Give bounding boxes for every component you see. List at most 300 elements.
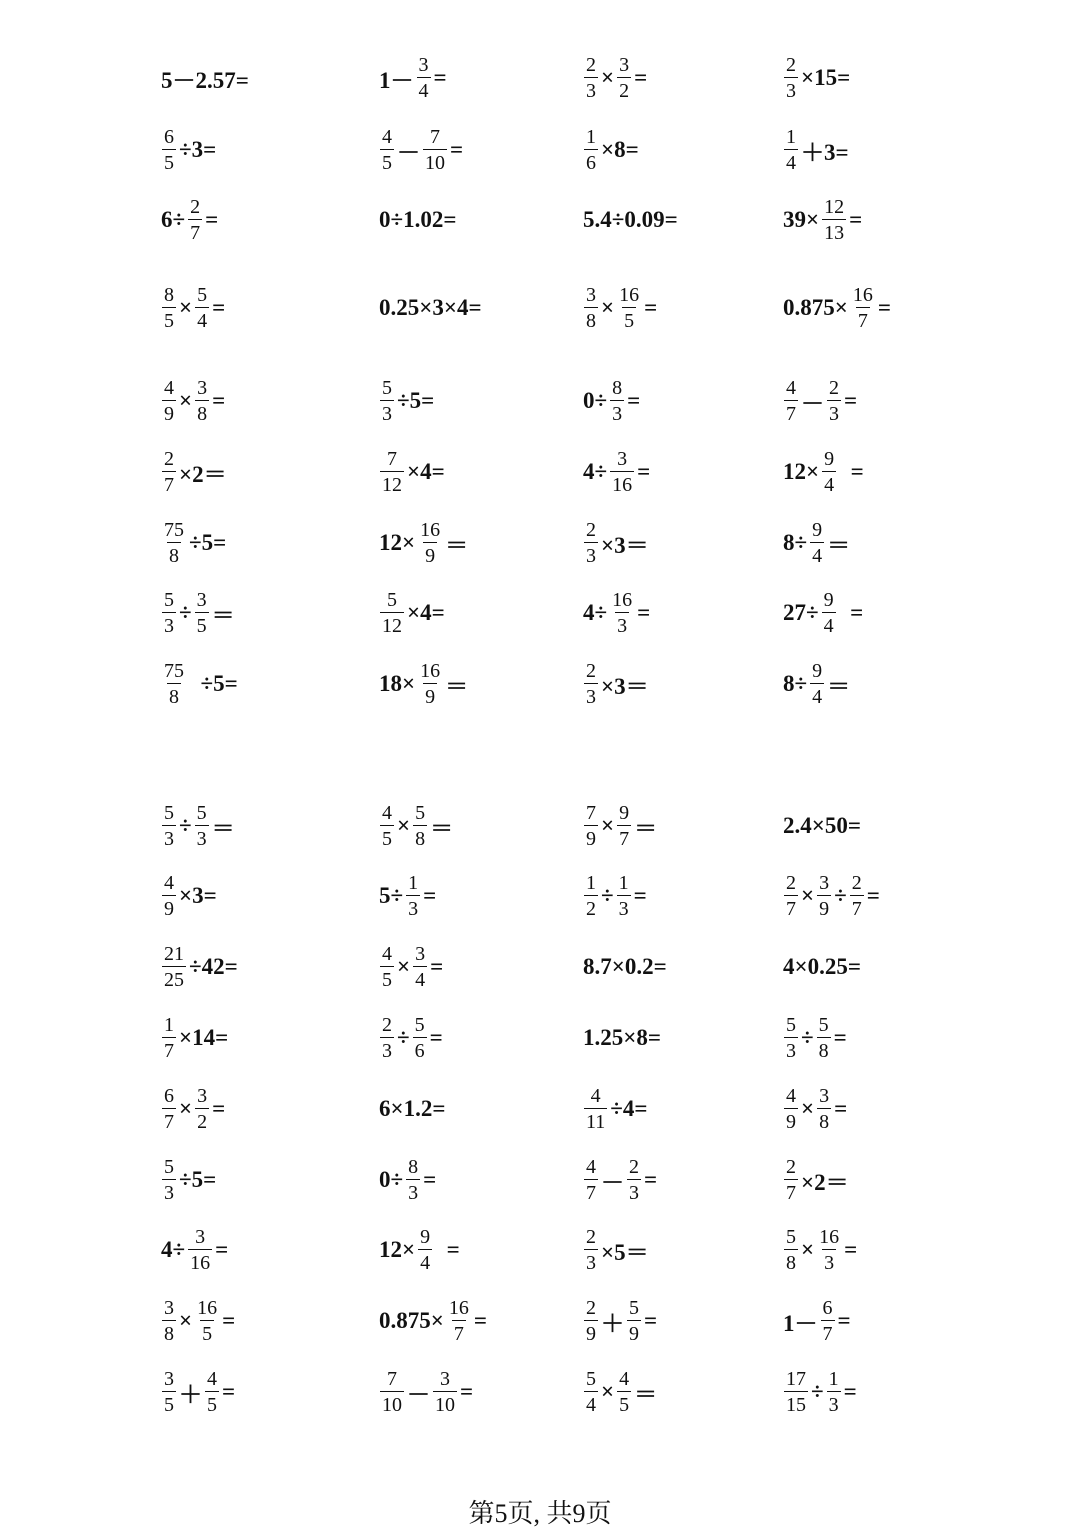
numerator: 4: [207, 1368, 217, 1390]
fraction: [784, 55, 798, 101]
numerator: 2: [786, 1156, 796, 1178]
fraction: [827, 378, 841, 424]
fraction: [822, 449, 836, 495]
problem-r15-c3: [582, 1150, 658, 1210]
fraction: [784, 1157, 798, 1203]
expression-text: 12×: [379, 1237, 416, 1262]
expression-text: ×3=: [179, 883, 217, 908]
numerator: 16: [612, 589, 633, 611]
expression-text: ×15=: [801, 65, 851, 90]
denominator: 8: [817, 1037, 831, 1061]
denominator: 7: [784, 1179, 798, 1203]
fraction: [627, 1298, 641, 1344]
numerator: 16: [448, 1297, 469, 1319]
denominator: 4: [784, 149, 798, 173]
problem-r5-c1: [160, 371, 226, 431]
denominator: 3: [617, 895, 631, 919]
problem-r4-c2: [378, 278, 483, 338]
denominator: 3: [784, 1037, 798, 1061]
expression-text: 4÷: [583, 459, 608, 484]
denominator: 3: [584, 683, 598, 707]
fraction: [423, 127, 447, 173]
expression-text: =: [627, 388, 641, 413]
numerator: 1: [786, 126, 796, 148]
numerator: 2: [829, 377, 839, 399]
fraction: [413, 1015, 427, 1061]
denominator: 13: [822, 219, 846, 243]
problem-r2-c1: [160, 120, 217, 180]
fraction: [162, 1086, 176, 1132]
fraction: [418, 520, 442, 566]
fraction: [413, 944, 427, 990]
numerator: 5: [164, 1156, 174, 1178]
denominator: 7: [784, 895, 798, 919]
fraction: [447, 1298, 471, 1344]
problem-r9-c4: [782, 654, 851, 714]
numerator: 1: [618, 872, 629, 894]
fraction: [851, 285, 875, 331]
problem-r14-c4: [782, 1079, 848, 1139]
denominator: 3: [584, 77, 598, 101]
problem-r2-c2: [378, 120, 464, 180]
numerator: 3: [418, 54, 429, 76]
fraction: [810, 661, 824, 707]
denominator: 3: [380, 1037, 394, 1061]
problem-r12-c4: [782, 937, 862, 997]
expression-text: 5－2.57=: [161, 67, 249, 93]
numerator: 17: [786, 1368, 806, 1390]
problem-r3-c2: [378, 190, 457, 250]
expression-text: －: [397, 139, 420, 165]
problem-r8-c1: [160, 583, 236, 643]
fraction: [188, 1227, 212, 1273]
problem-r15-c4: [782, 1150, 850, 1210]
fraction: [162, 590, 176, 636]
expression-text: =: [633, 883, 647, 908]
problem-r13-c2: [378, 1008, 444, 1068]
denominator: 3: [584, 542, 598, 566]
denominator: 5: [162, 1391, 176, 1415]
fraction: [406, 1157, 420, 1203]
denominator: 3: [610, 400, 624, 424]
numerator: 2: [586, 1226, 596, 1248]
fraction: [817, 1086, 831, 1132]
problem-r8-c2: [378, 583, 446, 643]
denominator: 25: [162, 966, 186, 990]
expression-text: ×: [601, 813, 615, 838]
numerator: 3: [196, 589, 207, 611]
denominator: 5: [200, 1320, 214, 1344]
problem-r4-c1: [160, 278, 226, 338]
denominator: 8: [784, 1249, 798, 1273]
expression-text: ÷5=: [397, 388, 435, 413]
problem-r16-c3: [582, 1220, 650, 1280]
fraction: [617, 1369, 631, 1415]
problem-r9-c1: [160, 654, 239, 714]
problem-r4-c4: [782, 278, 892, 338]
denominator: 3: [406, 1179, 420, 1203]
denominator: 10: [423, 149, 447, 173]
expression-text: ＋: [179, 1381, 202, 1407]
fraction: [784, 378, 798, 424]
numerator: 2: [164, 448, 174, 470]
problem-r16-c4: [782, 1220, 858, 1280]
numerator: 9: [812, 519, 823, 541]
fraction: [162, 1157, 176, 1203]
fraction: [195, 803, 209, 849]
numerator: 5: [196, 802, 207, 824]
expression-text: ×: [397, 813, 411, 838]
fraction: [418, 1227, 432, 1273]
numerator: 7: [586, 802, 596, 824]
expression-text: －: [407, 1381, 430, 1407]
denominator: 5: [380, 825, 394, 849]
expression-text: =: [634, 65, 648, 90]
expression-text: =: [222, 1379, 236, 1404]
denominator: 2: [584, 895, 598, 919]
denominator: 7: [856, 307, 870, 331]
numerator: 4: [382, 126, 392, 148]
problem-r5-c2: [378, 371, 435, 431]
expression-text: ＋3=: [801, 139, 849, 165]
page-footer: 第5页, 共9页: [468, 1499, 612, 1528]
fraction: [822, 197, 846, 243]
denominator: 8: [817, 1108, 831, 1132]
denominator: 3: [406, 895, 420, 919]
numerator: 2: [786, 872, 796, 894]
problem-r7-c3: [582, 513, 650, 573]
problem-r6-c1: [160, 442, 228, 502]
denominator: 7: [162, 1037, 176, 1061]
fraction: [205, 1369, 219, 1415]
expression-text: ÷4=: [610, 1096, 648, 1121]
numerator: 3: [415, 943, 426, 965]
expression-text: =: [473, 1308, 487, 1333]
numerator: 3: [617, 448, 628, 470]
denominator: 11: [584, 1108, 607, 1132]
problem-r1-c1: [160, 48, 250, 108]
problem-r17-c2: [378, 1291, 488, 1351]
numerator: 4: [586, 1156, 596, 1178]
expression-text: 0÷: [583, 388, 608, 413]
fraction: [822, 590, 836, 636]
expression-text: 0.875×: [379, 1308, 444, 1333]
denominator: 7: [784, 400, 798, 424]
denominator: 3: [162, 612, 176, 636]
problem-r1-c2: [378, 48, 448, 108]
denominator: 12: [380, 471, 404, 495]
denominator: 6: [584, 149, 598, 173]
numerator: 8: [164, 284, 174, 306]
denominator: 2: [617, 77, 631, 101]
denominator: 2: [195, 1108, 209, 1132]
denominator: 3: [615, 612, 629, 636]
fraction: [162, 1298, 176, 1344]
expression-text: 1－: [379, 67, 414, 93]
expression-text: ＝: [827, 532, 851, 558]
expression-text: ×: [801, 883, 815, 908]
numerator: 3: [164, 1368, 174, 1390]
denominator: 5: [195, 612, 209, 636]
expression-text: =: [430, 954, 444, 979]
expression-text: =: [844, 388, 858, 413]
expression-text: ÷5=: [179, 1167, 217, 1192]
numerator: 6: [822, 1297, 833, 1319]
expression-text: ÷5=: [189, 671, 238, 696]
numerator: 4: [590, 1085, 601, 1107]
expression-text: =: [205, 207, 219, 232]
numerator: 16: [852, 284, 873, 306]
denominator: 9: [584, 825, 598, 849]
problem-r10-c3: [582, 796, 658, 856]
denominator: 10: [433, 1391, 457, 1415]
expression-text: ×: [601, 1379, 615, 1404]
problem-r7-c1: [160, 513, 227, 573]
numerator: 9: [812, 660, 823, 682]
expression-text: 39×: [783, 207, 820, 232]
fraction: [810, 520, 824, 566]
numerator: 1: [586, 126, 596, 148]
numerator: 1: [408, 872, 419, 894]
expression-text: ＝: [211, 602, 235, 628]
numerator: 21: [164, 943, 184, 965]
denominator: 7: [584, 1179, 598, 1203]
expression-text: 0.875×: [783, 295, 848, 320]
fraction: [380, 803, 394, 849]
numerator: 3: [619, 54, 630, 76]
problem-r6-c3: [582, 442, 651, 502]
problem-r8-c4: [782, 583, 864, 643]
expression-text: =: [833, 1025, 847, 1050]
fraction: [627, 1157, 641, 1203]
problem-r10-c4: [782, 796, 862, 856]
numerator: 3: [164, 1297, 174, 1319]
denominator: 5: [380, 966, 394, 990]
expression-text: ×: [801, 1096, 815, 1121]
expression-text: ×: [601, 295, 615, 320]
numerator: 7: [387, 1368, 397, 1390]
expression-text: =: [844, 1237, 858, 1262]
numerator: 4: [164, 377, 174, 399]
numerator: 5: [629, 1297, 639, 1319]
problem-r1-c4: [782, 48, 851, 108]
problem-r14-c1: [160, 1079, 226, 1139]
numerator: 6: [164, 1085, 174, 1107]
problem-r5-c4: [782, 371, 858, 431]
numerator: 3: [819, 872, 830, 894]
denominator: 8: [195, 400, 209, 424]
fraction: [784, 1369, 808, 1415]
expression-text: 0÷: [379, 1167, 404, 1192]
fraction: [380, 944, 394, 990]
fraction: [195, 590, 209, 636]
expression-text: ÷: [179, 813, 192, 838]
expression-text: 0.25×3×4=: [379, 295, 482, 320]
denominator: 7: [617, 825, 631, 849]
numerator: 12: [824, 196, 845, 218]
numerator: 5: [197, 284, 208, 306]
expression-text: 6÷: [161, 207, 186, 232]
numerator: 16: [819, 1226, 840, 1248]
expression-text: =: [849, 207, 863, 232]
problem-r18-c2: [378, 1362, 474, 1422]
numerator: 9: [619, 802, 630, 824]
denominator: 5: [622, 307, 636, 331]
fraction: [162, 873, 176, 919]
denominator: 3: [822, 1249, 836, 1273]
problem-r11-c3: [582, 866, 648, 926]
expression-text: 27÷: [783, 600, 819, 625]
fraction: [584, 285, 598, 331]
expression-text: 2.4×50=: [783, 813, 861, 838]
fraction: [584, 873, 598, 919]
problem-r10-c2: [378, 796, 454, 856]
numerator: 3: [586, 284, 596, 306]
denominator: 7: [162, 1108, 176, 1132]
expression-text: =: [839, 459, 864, 484]
expression-text: ×: [601, 65, 615, 90]
fraction: [584, 1298, 598, 1344]
problem-r16-c1: [160, 1220, 229, 1280]
expression-text: ＝: [211, 815, 235, 841]
fraction: [162, 661, 186, 707]
numerator: 2: [382, 1014, 392, 1036]
expression-text: ×14=: [179, 1025, 229, 1050]
denominator: 5: [617, 1391, 631, 1415]
expression-text: =: [460, 1379, 474, 1404]
expression-text: =: [212, 388, 226, 413]
expression-text: ×4=: [407, 600, 445, 625]
denominator: 3: [162, 825, 176, 849]
expression-text: ＝: [430, 815, 454, 841]
fraction: [817, 1227, 841, 1273]
fraction: [380, 449, 404, 495]
fraction: [380, 590, 404, 636]
numerator: 2: [190, 196, 201, 218]
problem-r13-c1: [160, 1008, 229, 1068]
expression-text: ×2＝: [179, 461, 227, 487]
denominator: 8: [584, 307, 598, 331]
expression-text: 12×: [379, 530, 416, 555]
fraction: [584, 803, 598, 849]
denominator: 16: [188, 1249, 212, 1273]
fraction: [380, 127, 394, 173]
problem-r10-c1: [160, 796, 236, 856]
fraction: [162, 944, 186, 990]
expression-text: ÷: [811, 1379, 824, 1404]
fraction: [784, 1015, 798, 1061]
numerator: 4: [164, 872, 174, 894]
problem-r7-c2: [378, 513, 469, 573]
problem-r12-c3: [582, 937, 668, 997]
fraction: [380, 1015, 394, 1061]
denominator: 9: [162, 400, 176, 424]
problem-r17-c1: [160, 1291, 236, 1351]
expression-text: ÷: [801, 1025, 814, 1050]
expression-text: ＝: [634, 1381, 658, 1407]
denominator: 4: [418, 1249, 432, 1273]
problem-r6-c4: [782, 442, 865, 502]
expression-text: =: [637, 459, 651, 484]
expression-text: 5.4÷0.09=: [583, 207, 678, 232]
expression-text: =: [423, 883, 437, 908]
expression-text: ×4=: [407, 459, 445, 484]
problem-r9-c3: [582, 654, 650, 714]
problem-r2-c4: [782, 120, 850, 180]
denominator: 4: [822, 471, 836, 495]
problem-r3-c1: [160, 190, 219, 250]
problem-r9-c2: [378, 654, 469, 714]
problem-r18-c1: [160, 1362, 236, 1422]
numerator: 16: [619, 284, 640, 306]
expression-text: ÷: [179, 600, 192, 625]
expression-text: ×: [801, 1237, 815, 1262]
fraction: [162, 285, 176, 331]
expression-text: =: [838, 600, 864, 625]
numerator: 2: [586, 54, 596, 76]
numerator: 1: [828, 1368, 839, 1390]
fraction: [827, 1369, 841, 1415]
numerator: 16: [197, 1297, 218, 1319]
expression-text: ÷42=: [189, 954, 238, 979]
expression-text: ×: [179, 388, 193, 413]
expression-text: 6×1.2=: [379, 1096, 446, 1121]
numerator: 2: [629, 1156, 639, 1178]
denominator: 8: [167, 683, 181, 707]
problem-r14-c2: [378, 1079, 446, 1139]
numerator: 4: [786, 377, 796, 399]
denominator: 6: [413, 1037, 427, 1061]
numerator: 8: [408, 1156, 419, 1178]
numerator: 16: [420, 660, 441, 682]
fraction: [784, 873, 798, 919]
numerator: 3: [197, 1085, 208, 1107]
fraction: [584, 661, 598, 707]
expression-text: =: [423, 1167, 437, 1192]
denominator: 7: [850, 895, 864, 919]
expression-text: ÷: [601, 883, 614, 908]
denominator: 5: [162, 149, 176, 173]
fraction: [584, 1086, 607, 1132]
denominator: 4: [417, 77, 431, 101]
fraction: [784, 1227, 798, 1273]
denominator: 10: [380, 1391, 404, 1415]
problem-r6-c2: [378, 442, 446, 502]
problem-r12-c2: [378, 937, 444, 997]
numerator: 8: [612, 377, 623, 399]
problem-r3-c4: [782, 190, 863, 250]
expression-text: －: [801, 390, 824, 416]
expression-text: 8.7×0.2=: [583, 954, 667, 979]
expression-text: 4×0.25=: [783, 954, 861, 979]
denominator: 9: [423, 683, 437, 707]
numerator: 3: [197, 377, 208, 399]
fraction: [617, 285, 641, 331]
problem-r13-c4: [782, 1008, 848, 1068]
numerator: 4: [786, 1085, 796, 1107]
denominator: 4: [413, 966, 427, 990]
denominator: 9: [162, 895, 176, 919]
expression-text: =: [212, 295, 226, 320]
problem-r12-c1: [160, 937, 239, 997]
expression-text: ÷: [834, 883, 847, 908]
problem-r11-c4: [782, 866, 881, 926]
numerator: 2: [586, 660, 596, 682]
problem-r4-c3: [582, 278, 658, 338]
fraction: [188, 197, 202, 243]
numerator: 7: [387, 448, 397, 470]
denominator: 16: [610, 471, 634, 495]
